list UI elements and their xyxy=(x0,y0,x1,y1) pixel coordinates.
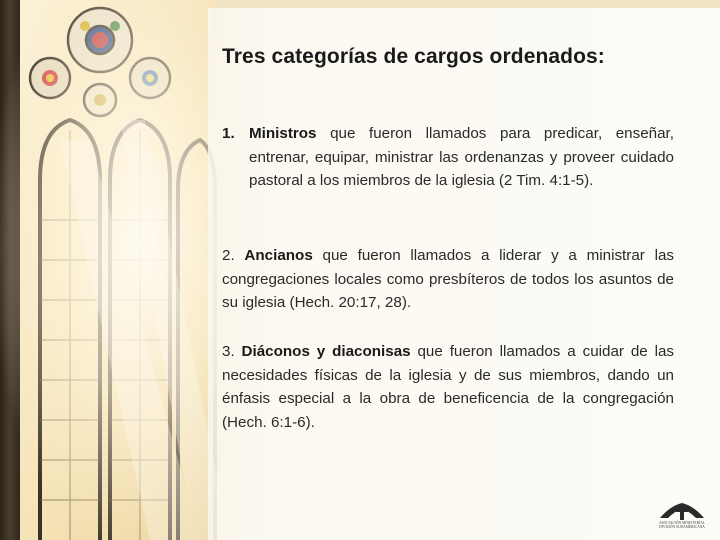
ministerial-association-logo xyxy=(656,500,708,536)
logo-line-2: DIVISIÓN SUDAMERICANA xyxy=(659,525,705,530)
item-term: Ancianos xyxy=(244,247,313,264)
logo-line-1: ASOCIACIÓN MINISTERIAL xyxy=(658,521,706,525)
list-item-ministros xyxy=(222,122,674,193)
logo-emblem-icon xyxy=(656,500,708,522)
item-number: 3. xyxy=(222,343,242,360)
item-term: Diáconos y diaconisas xyxy=(241,343,411,360)
item-number: 1. xyxy=(222,125,235,142)
list-item-diaconos xyxy=(222,340,674,435)
item-text: que fueron llamados para predicar, enseñar, entrenar, equipar, ministrar las ordenanzas y proveer cuidado pastoral a los miembros de la iglesia (2 Tim. 4:1-5). xyxy=(249,125,674,190)
slide-title: Tres categorías de cargos ordenados: xyxy=(222,45,605,68)
item-number: 2. xyxy=(222,247,245,264)
item-text: que fueron llamados a liderar y a ministrar las congregaciones locales como presbíteros de todos los asuntos de su iglesia (Hech. 20:17, 28). xyxy=(222,247,674,312)
item-term: Ministros xyxy=(249,125,317,142)
item-text: que fueron llamados a cuidar de las necesidades físicas de la iglesia y de sus miembros, dando un énfasis especial a la obra de beneficencia de la congregación (Hech. 6:1‐6). xyxy=(222,343,675,432)
list-item-ancianos xyxy=(222,244,674,315)
